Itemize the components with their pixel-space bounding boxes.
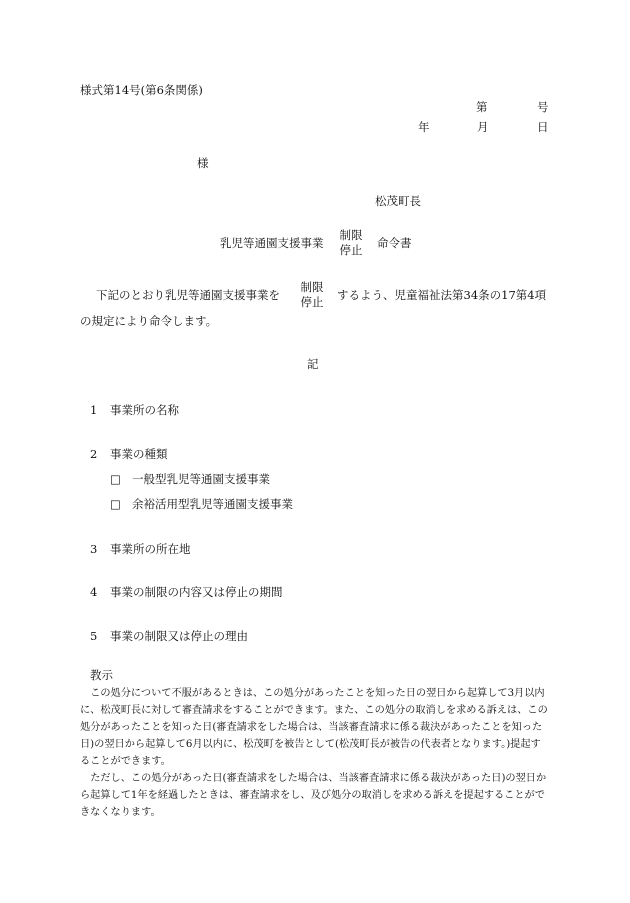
- title-prefix: 乳児等通園支援事業: [220, 236, 324, 250]
- issuer: 松茂町長: [375, 194, 421, 208]
- item-5: [90, 628, 248, 644]
- statement-option-restriction: 制限: [300, 280, 324, 294]
- title-option-restriction: 制限: [339, 228, 363, 242]
- statement-line1-suffix: するよう、児童福祉法第34条の17第4項: [337, 288, 547, 302]
- business-type-option-1: [110, 471, 270, 487]
- item-number: 4: [90, 585, 98, 599]
- form-number: 様式第14号(第6条関係): [80, 83, 203, 97]
- statement-option-stack: [296, 280, 328, 310]
- title-option-suspension: 停止: [339, 243, 363, 257]
- item-label: 事業所の所在地: [110, 542, 191, 556]
- title-suffix: 命令書: [377, 236, 412, 250]
- item-number: 1: [90, 403, 98, 417]
- item-2: [90, 446, 168, 462]
- date-day: 日: [537, 120, 549, 134]
- item-1: [90, 402, 179, 418]
- document-number-go: 号: [537, 100, 549, 114]
- business-type-option-2: [110, 496, 293, 512]
- notice-paragraph-2: ただし、この処分があった日(審査請求をした場合は、当該審査請求に係る裁決があった日)の翌日から起算して1年を経過したときは、審査請求をし、及び処分の取消しを求める訴えを提起することができなくなります。: [80, 773, 547, 818]
- item-3: [90, 541, 191, 557]
- item-label: 事業所の名称: [110, 403, 179, 417]
- date-month: 月: [477, 120, 489, 134]
- date-year: 年: [418, 120, 430, 134]
- business-type-label: 一般型乳児等通園支援事業: [132, 472, 270, 486]
- statement-line2: の規定により命令します。: [80, 314, 218, 328]
- item-label: 事業の制限又は停止の理由: [110, 629, 248, 643]
- statement-line1-prefix: 下記のとおり乳児等通園支援事業を: [96, 288, 280, 302]
- business-type-label: 余裕活用型乳児等通園支援事業: [132, 497, 293, 511]
- notice-paragraph-1: この処分について不服があるときは、この処分があったことを知った日の翌日から起算して3月以内に、松茂町長に対して審査請求をすることができます。また、この処分の取消しを求める訴えは、この処分があったことを知った日(審査請求をした場合は、当該審査請求に係る裁決があったことを知った日)の翌日から起算して6月以内に、松茂町を被告として(松茂町長が被告の代表者となります。)提起することができます。: [80, 688, 548, 767]
- item-number: 2: [90, 447, 98, 461]
- notice-heading: 教示: [90, 668, 113, 682]
- addressee-suffix: 様: [197, 156, 209, 170]
- item-number: 5: [90, 629, 98, 643]
- checkbox-icon: □: [110, 472, 121, 486]
- item-label: 事業の制限の内容又は停止の期間: [110, 585, 283, 599]
- item-label: 事業の種類: [110, 447, 168, 461]
- item-number: 3: [90, 542, 98, 556]
- item-4: [90, 584, 283, 600]
- notice-body: [80, 685, 550, 821]
- checkbox-icon: □: [110, 497, 121, 511]
- title-option-stack: [335, 228, 367, 258]
- document-number-dai: 第: [476, 100, 488, 114]
- ki-heading: 記: [307, 357, 319, 371]
- statement-option-suspension: 停止: [300, 295, 324, 309]
